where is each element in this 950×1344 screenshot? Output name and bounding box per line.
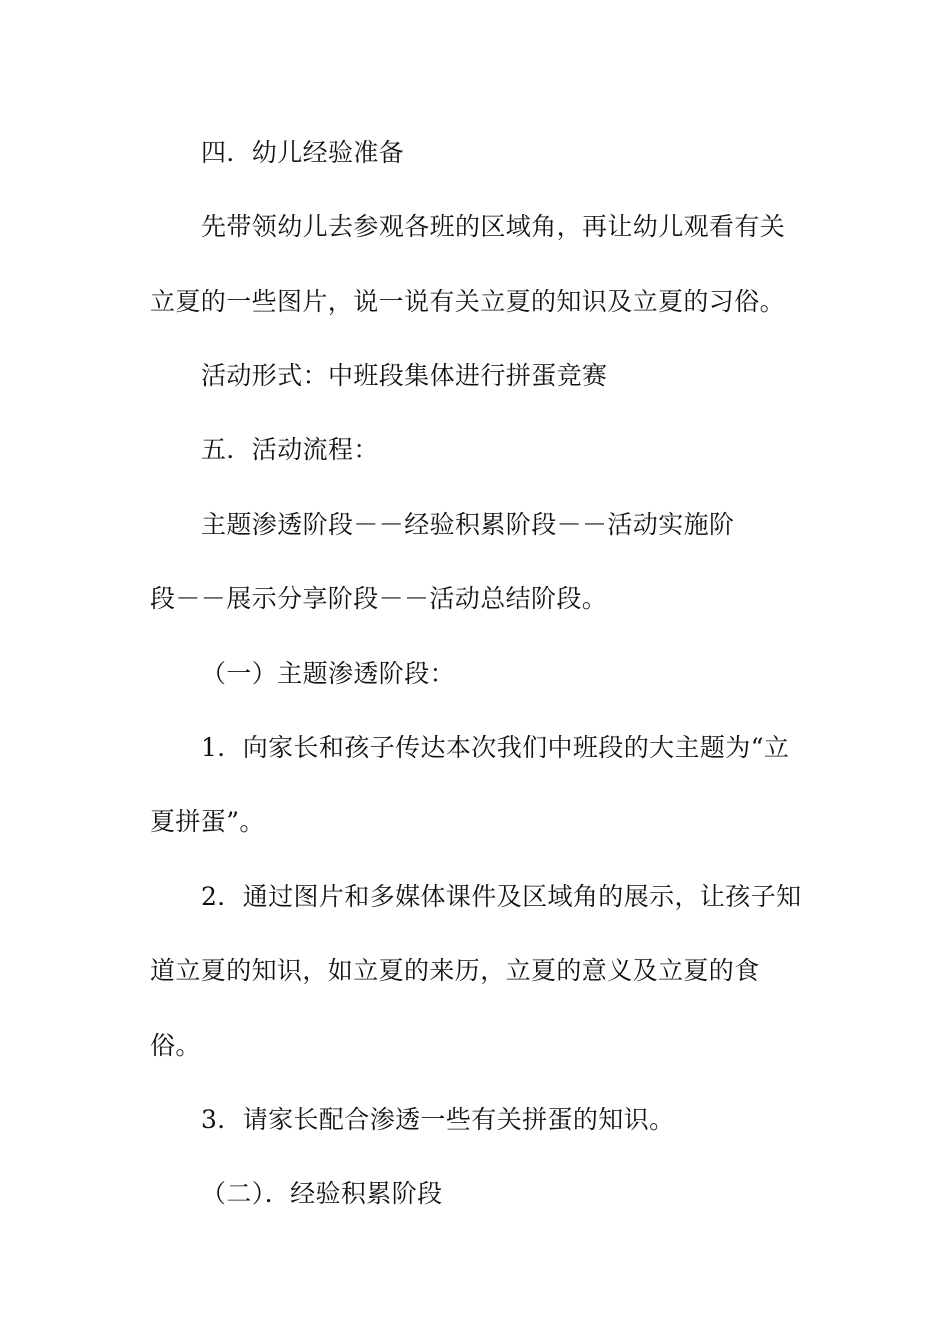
section-heading-four: 四．幼儿经验准备: [201, 138, 405, 167]
list-item-continuation: 俗。: [150, 1031, 201, 1060]
list-item-continuation: 夏拼蛋”。: [150, 807, 265, 836]
subsection-heading: （一）主题渗透阶段：: [201, 659, 456, 688]
list-item: 2．通过图片和多媒体课件及区域角的展示，让孩子知: [201, 882, 802, 911]
paragraph-line: 活动形式：中班段集体进行拼蛋竞赛: [201, 361, 608, 390]
paragraph-line: 先带领幼儿去参观各班的区域角，再让幼儿观看有关: [201, 212, 786, 241]
section-heading-five: 五．活动流程：: [201, 435, 379, 464]
paragraph-line: 段－－展示分享阶段－－活动总结阶段。: [150, 584, 608, 613]
paragraph-line: 立夏的一些图片，说一说有关立夏的知识及立夏的习俗。: [150, 287, 786, 316]
list-item: 3．请家长配合渗透一些有关拼蛋的知识。: [201, 1105, 675, 1134]
list-item: 1．向家长和孩子传达本次我们中班段的大主题为“立: [201, 733, 790, 762]
paragraph-line: 主题渗透阶段－－经验积累阶段－－活动实施阶: [201, 510, 735, 539]
subsection-heading: （二）．经验积累阶段: [201, 1179, 443, 1208]
list-item-continuation: 道立夏的知识，如立夏的来历，立夏的意义及立夏的食: [150, 956, 760, 985]
